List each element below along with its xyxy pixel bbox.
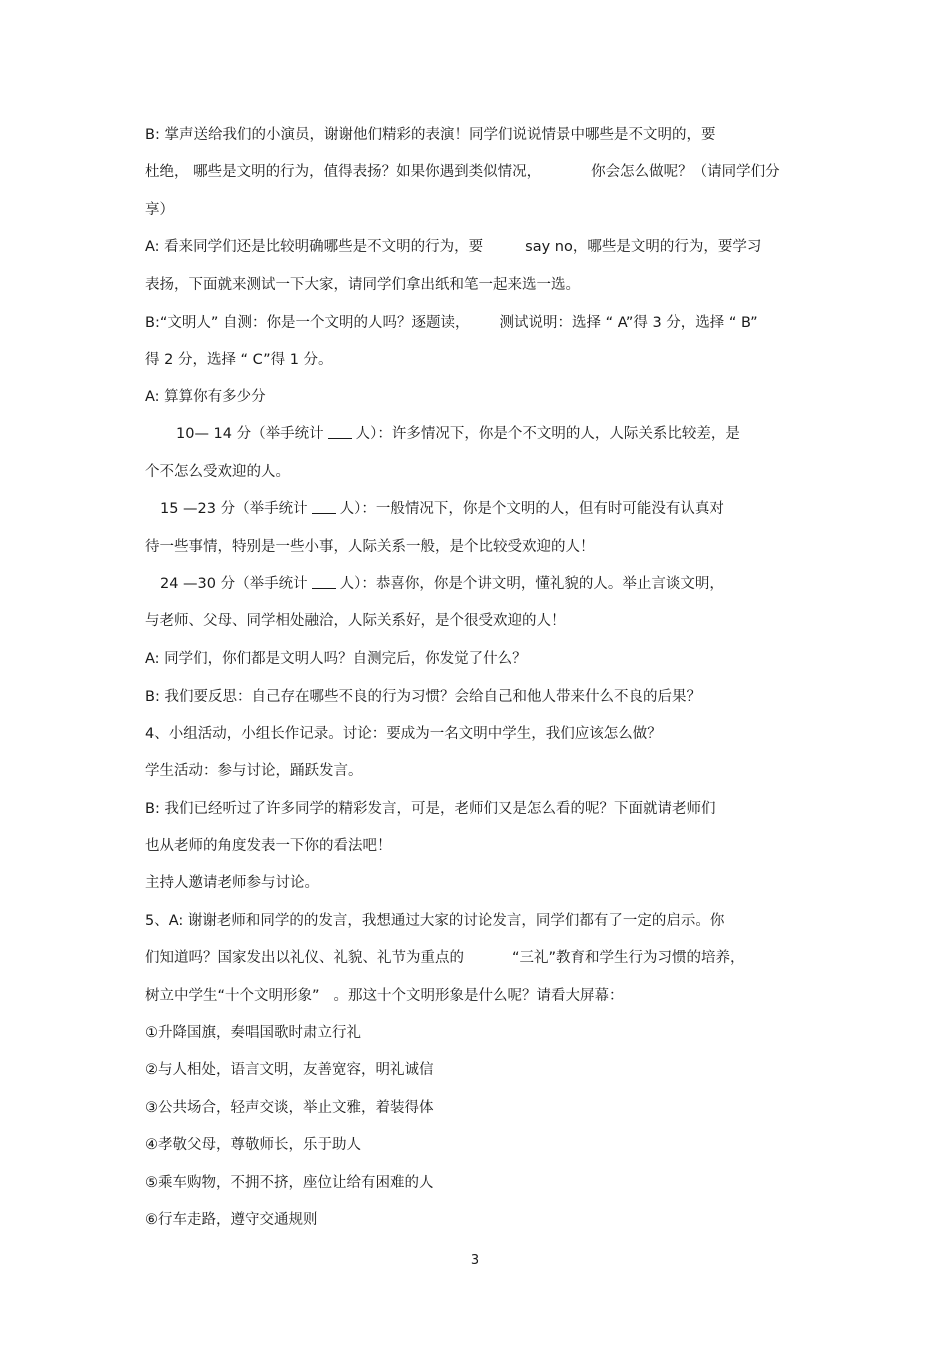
text-line: 也从老师的角度发表一下你的看法吧！ <box>145 838 392 854</box>
text-line: B: 我们要反思：自己存在哪些不良的行为习惯？会给自己和他人带来什么不良的后果？ <box>145 689 701 705</box>
text-line: 们知道吗？国家发出以礼仪、礼貌、礼节为重点的 “三礼”教育和学生行为习惯的培养， <box>145 950 745 966</box>
score-range-line: 24 —30 分（举手统计 人）：恭喜你，你是个讲文明，懂礼貌的人。举止言谈文明， <box>160 576 724 592</box>
list-item: ③公共场合，轻声交谈，举止文雅，着装得体 <box>145 1100 434 1116</box>
text-line: 享） <box>145 202 174 218</box>
text-line: B: 我们已经听过了许多同学的精彩发言，可是，老师们又是怎么看的呢？下面就请老师们 <box>145 801 716 817</box>
text-line: 5、A: 谢谢老师和同学的的发言，我想通过大家的讨论发言，同学们都有了一定的启示。你 <box>145 913 725 929</box>
text-line: A: 同学们，你们都是文明人吗？自测完后，你发觉了什么？ <box>145 651 527 667</box>
score-range-line: 15 —23 分（举手统计 人）：一般情况下，你是个文明的人，但有时可能没有认真对 <box>160 501 724 517</box>
text-line: 表扬，下面就来测试一下大家，请同学们拿出纸和笔一起来选一选。 <box>145 277 580 293</box>
text-line: 杜绝， 哪些是文明的行为，值得表扬？如果你遇到类似情况， 你会怎么做呢？（请同学们分 <box>145 164 780 180</box>
text-line: 学生活动：参与讨论，踊跃发言。 <box>145 763 363 779</box>
list-item: ①升降国旗，奏唱国歌时肃立行礼 <box>145 1025 361 1041</box>
list-item: ②与人相处，语言文明，友善宽容，明礼诚信 <box>145 1062 434 1078</box>
fill-blank <box>312 574 336 589</box>
text-line: B:“文明人” 自测：你是一个文明的人吗？逐题读， 测试说明：选择 “ A”得 3 分，选择 “ B” <box>145 315 758 331</box>
text-line: 待一些事情，特别是一些小事，人际关系一般，是个比较受欢迎的人！ <box>145 539 595 555</box>
text-line: 树立中学生“十个文明形象” 。那这十个文明形象是什么呢？请看大屏幕： <box>145 988 624 1004</box>
fill-blank <box>328 424 352 439</box>
text-line: B: 掌声送给我们的小演员，谢谢他们精彩的表演！同学们说说情景中哪些是不文明的，要 <box>145 127 716 143</box>
list-item: ④孝敬父母，尊敬师长，乐于助人 <box>145 1137 361 1153</box>
text-line: 个不怎么受欢迎的人。 <box>145 464 290 480</box>
list-item: ⑤乘车购物，不拥不挤，座位让给有困难的人 <box>145 1175 434 1191</box>
score-range-line: 10— 14 分（举手统计 人）：许多情况下，你是个不文明的人，人际关系比较差，是 <box>176 426 740 442</box>
text-line: A: 看来同学们还是比较明确哪些是不文明的行为，要 say no，哪些是文明的行为，要学习 <box>145 239 762 255</box>
list-item: ⑥行车走路，遵守交通规则 <box>145 1212 318 1228</box>
text-line: A: 算算你有多少分 <box>145 389 266 405</box>
text-line: 主持人邀请老师参与讨论。 <box>145 875 319 891</box>
text-line: 与老师、父母、同学相处融洽，人际关系好，是个很受欢迎的人！ <box>145 613 566 629</box>
fill-blank <box>312 499 336 514</box>
page-number: 3 <box>470 1253 480 1268</box>
text-line: 4、小组活动，小组长作记录。讨论：要成为一名文明中学生，我们应该怎么做？ <box>145 726 662 742</box>
text-line: 得 2 分，选择 “ C”得 1 分。 <box>145 352 333 368</box>
